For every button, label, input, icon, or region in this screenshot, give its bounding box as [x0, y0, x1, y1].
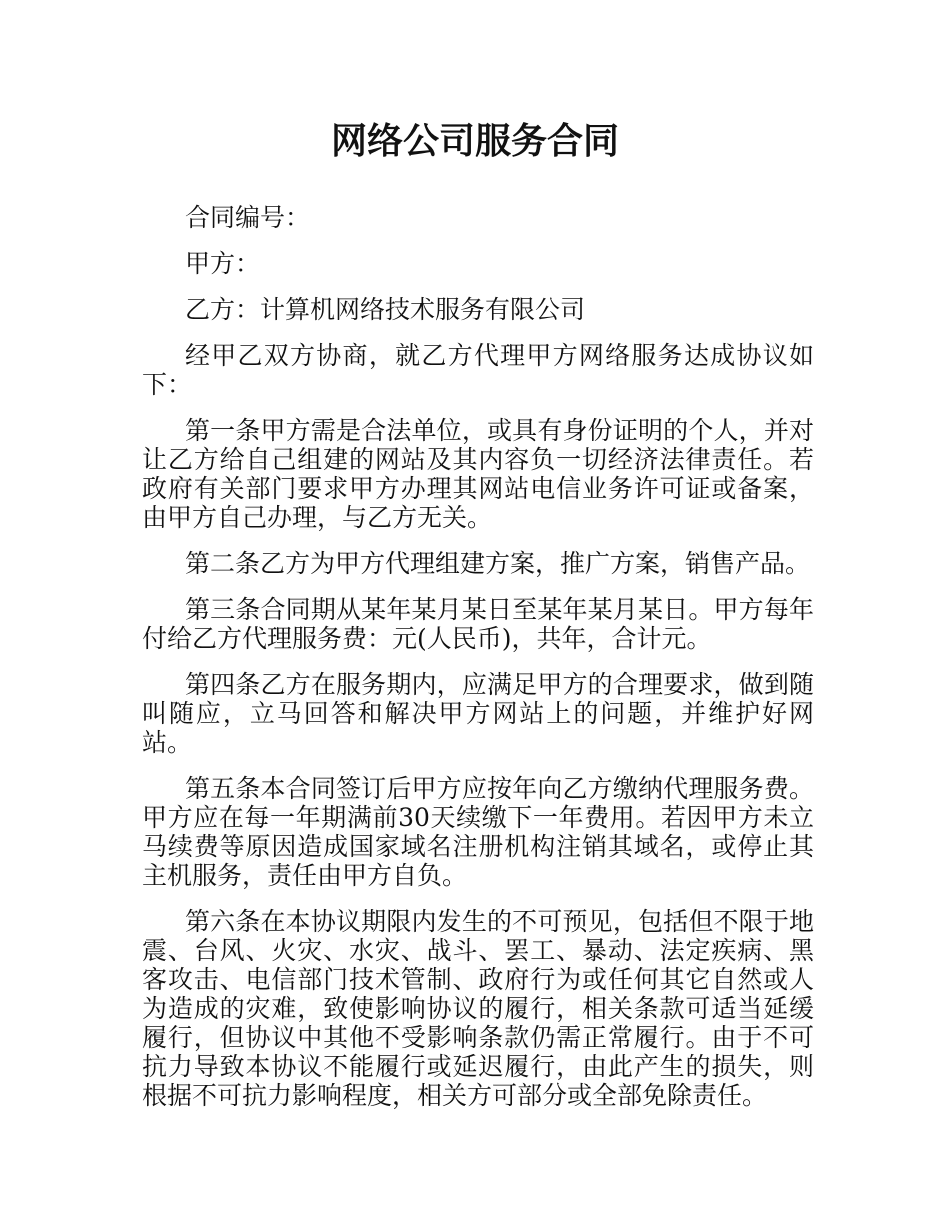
- article-6: 第六条在本协议期限内发生的不可预见，包括但不限于地震、台风、火灾、水灾、战斗、罢工、暴动、法定疾病、黑客攻击、电信部门技术管制、政府行为或任何其它自然或人为造成的灾难，致使影响协议的履行，相关条款可适当延缓履行，但协议中其他不受影响条款仍需正常履行。由于不可抗力导致本协议不能履行或延迟履行，由此产生的损失，则根据不可抗力影响程度，相关方可部分或全部免除责任。: [142, 907, 814, 1110]
- document-body: [142, 203, 814, 1127]
- article-1: 第一条甲方需是合法单位，或具有身份证明的个人，并对让乙方给自己组建的网站及其内容负一切经济法律责任。若政府有关部门要求甲方办理其网站电信业务许可证或备案，由甲方自己办理，与乙方无关。: [142, 416, 814, 532]
- article-4: 第四条乙方在服务期内，应满足甲方的合理要求，做到随叫随应，立马回答和解决甲方网站上的问题，并维护好网站。: [142, 670, 814, 757]
- party-b-line: 乙方：计算机网络技术服务有限公司: [185, 295, 586, 324]
- party-a-line: 甲方：: [185, 249, 261, 278]
- contract-number-line: 合同编号：: [185, 203, 311, 232]
- article-5: 第五条本合同签订后甲方应按年向乙方缴纳代理服务费。甲方应在每一年期满前30天续缴下一年费用。若因甲方未立马续费等原因造成国家域名注册机构注销其域名，或停止其主机服务，责任由甲方自负。: [142, 774, 814, 890]
- article-2: 第二条乙方为甲方代理组建方案，推广方案，销售产品。: [185, 549, 811, 578]
- preamble: 经甲乙双方协商，就乙方代理甲方网络服务达成协议如下：: [142, 341, 814, 399]
- document-title: 网络公司服务合同: [330, 121, 619, 162]
- article-3: 第三条合同期从某年某月某日至某年某月某日。甲方每年付给乙方代理服务费：元(人民币)，共年，合计元。: [142, 595, 814, 653]
